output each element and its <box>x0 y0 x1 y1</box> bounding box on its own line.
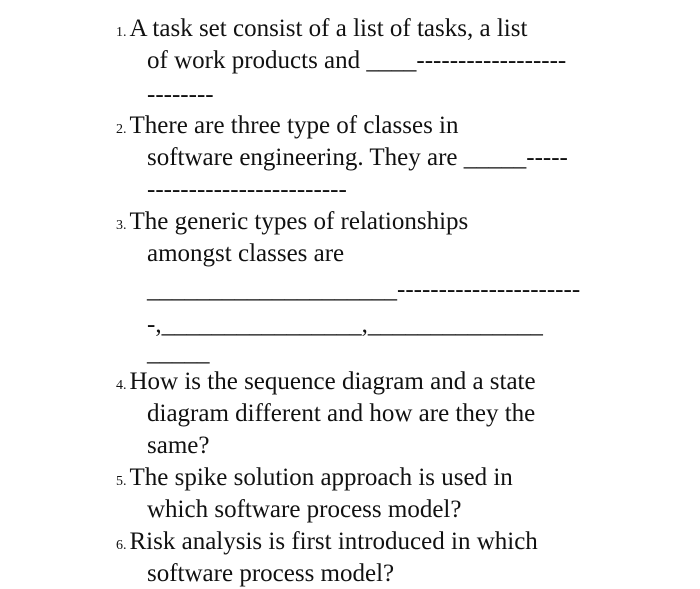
question-3-number: 3. <box>116 218 127 233</box>
question-4-line-1 <box>116 367 536 401</box>
question-3-answer-line-3: _____ <box>147 339 210 366</box>
question-1-number: 1. <box>116 25 127 40</box>
question-1-line-2: of work products and ____------------------ <box>147 47 567 74</box>
question-2-number: 2. <box>116 122 127 137</box>
question-1-text: A task set consist of a list of tasks, a list <box>129 15 528 42</box>
question-3-line-1 <box>116 207 468 241</box>
question-1-line-1 <box>116 14 527 48</box>
question-4-line-2: diagram different and how are they the <box>147 400 536 427</box>
question-6-line-2: software process model? <box>147 560 395 587</box>
question-2-text: There are three type of classes in <box>129 112 459 139</box>
question-2-line-2: software engineering. They are _____----- <box>147 144 568 171</box>
question-3-text: The generic types of relationships <box>129 208 469 235</box>
question-5-line-2: which software process model? <box>147 496 462 523</box>
question-2-line-1 <box>116 111 459 145</box>
question-2-line-3: ------------------------ <box>147 176 347 203</box>
question-6-number: 6. <box>116 538 127 553</box>
question-3-answer-line-1: ____________________---------------------- <box>147 276 581 303</box>
question-6-text: Risk analysis is first introduced in which <box>129 528 538 555</box>
question-1-line-3: -------- <box>147 81 214 108</box>
question-4-line-3: same? <box>147 432 210 459</box>
question-6-line-1 <box>116 527 538 561</box>
question-5-text: The spike solution approach is used in <box>129 464 513 491</box>
question-3-answer-line-2: -,________________,______________ <box>147 311 543 338</box>
question-4-text: How is the sequence diagram and a state <box>129 368 536 395</box>
question-5-line-1 <box>116 463 513 497</box>
question-3-line-2: amongst classes are <box>147 240 345 267</box>
question-4-number: 4. <box>116 378 127 393</box>
question-5-number: 5. <box>116 474 127 489</box>
